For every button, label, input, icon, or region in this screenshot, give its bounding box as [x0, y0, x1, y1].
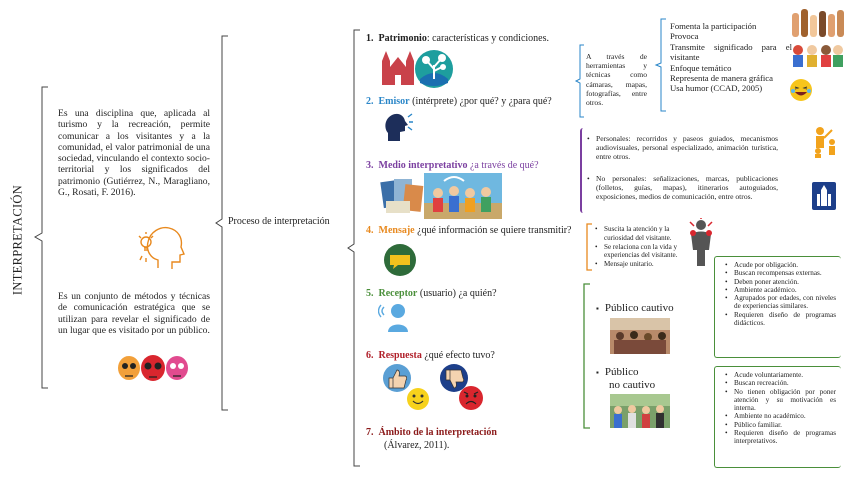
mensaje-item: • Mensaje unitario. — [604, 260, 686, 269]
cautivo-item: • Requieren diseño de programas didácticos. — [734, 311, 836, 328]
step-7 — [366, 427, 497, 438]
emisor-tools-text: A través de herramientas y técnicas como cámaras, mapas, fotografías, entre otros. — [586, 52, 647, 108]
function-item: Representa de manera gráfica — [670, 73, 773, 84]
cautivo-item: • Deben poner atención. — [734, 278, 836, 286]
step-5-text: (usuario) ¿a quién? — [417, 288, 497, 299]
attention-person-icon — [688, 218, 714, 268]
angry-face-icon — [456, 384, 486, 412]
step-7-title: Ámbito de la interpretación — [378, 427, 497, 438]
brochures-image — [380, 175, 424, 215]
step-6 — [366, 350, 495, 361]
medio-item-no-personales: • No personales: señalizaciones, marcas, publicaciones (folletos, guías, mapas), itinerarios autoguiados, exposiciones, medios de comunicación, entre otros. — [596, 174, 778, 202]
castle-icon — [380, 47, 416, 85]
publico-no-cautivo-label: ▪ Público no cautivo — [596, 366, 656, 391]
mensaje-list — [594, 225, 686, 269]
audience-icon — [790, 44, 844, 68]
step-5 — [366, 288, 497, 299]
emisor-functions — [670, 21, 792, 94]
function-item: Enfoque temático — [670, 62, 732, 73]
step-5-num: 5. — [366, 288, 374, 299]
function-item: Provoca — [670, 31, 699, 42]
speaking-head-icon — [384, 111, 414, 143]
left-brace — [30, 85, 52, 390]
no-cautivo-item: • No tienen obligación por poner atención y su motivación es interna. — [734, 388, 836, 413]
step-1-title: Patrimonio — [378, 33, 427, 44]
raised-hands-icon — [790, 9, 846, 39]
tree-logo-icon — [414, 49, 454, 89]
cautivo-list — [724, 261, 836, 327]
emisor-bracket — [574, 43, 586, 119]
classroom-photo — [610, 318, 670, 354]
step-4-num: 4. — [366, 225, 374, 236]
happy-face-icon — [404, 386, 432, 412]
publico-no-cautivo-text-1: Público — [604, 366, 639, 378]
cautivo-item: • Buscan recompensas externas. — [734, 269, 836, 277]
tourists-image — [424, 173, 502, 219]
publico-no-cautivo-text-2: no cautivo — [609, 379, 656, 391]
step-3-text: ¿a través de qué? — [467, 160, 539, 171]
outdoor-group-photo — [610, 394, 670, 428]
no-cautivo-item: • Ambiente no académico. — [734, 412, 836, 420]
laughing-face-icon — [788, 78, 814, 102]
no-cautivo-item: • Acude voluntariamente. — [734, 371, 836, 379]
step-4-title: Mensaje — [378, 225, 415, 236]
no-cautivo-list — [724, 371, 836, 446]
tour-guide-icon — [810, 126, 840, 158]
listening-person-icon — [378, 302, 412, 332]
publico-cautivo-text: Público cautivo — [604, 302, 674, 314]
head-lightbulb-icon — [136, 222, 188, 274]
function-item: Fomenta la participación — [670, 21, 757, 31]
steps-brace — [344, 28, 364, 468]
step-7-ref: (Álvarez, 2011). — [384, 440, 450, 451]
step-3-num: 3. — [366, 160, 374, 171]
step-2-num: 2. — [366, 96, 374, 107]
receptor-bracket — [578, 282, 592, 430]
step-2 — [366, 96, 552, 107]
medio-item-personales: • Personales: recorridos y paseos guiados, mecanismos audiovisuales, personal especializado, animación turística, entre otros. — [596, 134, 778, 162]
step-6-num: 6. — [366, 350, 374, 361]
no-cautivo-item: • Buscan recreación. — [734, 379, 836, 387]
publico-cautivo-label: ▪ Público cautivo — [596, 302, 674, 314]
process-label: Proceso de interpretación — [228, 216, 330, 227]
step-4-text: ¿qué información se quiere transmitir? — [414, 225, 572, 236]
step-2-text: (intérprete) ¿por qué? y ¿para qué? — [409, 96, 552, 107]
church-icon — [812, 182, 836, 210]
no-cautivo-item: • Público familiar. — [734, 421, 836, 429]
step-2-title: Emisor — [378, 96, 410, 107]
main-title: INTERPRETACIÓN — [10, 184, 25, 296]
step-1 — [366, 33, 549, 44]
step-6-text: ¿qué efecto tuvo? — [421, 350, 495, 361]
definition-1: Es una disciplina que, aplicada al turismo y la recreación, permite comunicar a los visitantes y a la comunidad, el valor patrimonial de una sociedad, vinculando el contexto socio-territorial y los significados del patrimonio (Gutiérrez, N., Maragliano, G., Rosati, F. 2016). — [58, 108, 210, 199]
mensaje-item: • Se relaciona con la vida y experiencias del visitante. — [604, 243, 686, 261]
step-6-title: Respuesta — [378, 350, 422, 361]
step-1-text: : características y condiciones. — [426, 33, 549, 44]
step-1-num: 1. — [366, 33, 374, 44]
step-7-num: 7. — [366, 427, 374, 438]
mensaje-bracket — [582, 222, 594, 272]
step-5-title: Receptor — [378, 288, 418, 299]
cautivo-item: • Agrupados por edades, con niveles de experiencias similares. — [734, 294, 836, 311]
functions-bracket — [654, 17, 668, 113]
definition-2: Es un conjunto de métodos y técnicas de comunicación estratégica que se utilizan para revelar el significado de un lugar que es visitado por un público. — [58, 291, 210, 336]
cautivo-item: • Acude por obligación. — [734, 261, 836, 269]
step-4 — [366, 225, 572, 236]
no-cautivo-item: • Requieren diseño de programas interpretativos. — [734, 429, 836, 446]
function-item: Usa humor (CCAD, 2005) — [670, 83, 763, 94]
function-item: Transmite significado para el visitante — [670, 41, 792, 63]
step-3-title: Medio interpretativo — [378, 160, 468, 171]
skulls-icon — [115, 354, 191, 384]
speech-bubble-icon — [381, 243, 419, 277]
step-3 — [366, 160, 539, 171]
medio-list — [586, 134, 778, 201]
mensaje-item: • Suscita la atención y la curiosidad del visitante. — [604, 225, 686, 243]
cautivo-item: • Ambiente académico. — [734, 286, 836, 294]
